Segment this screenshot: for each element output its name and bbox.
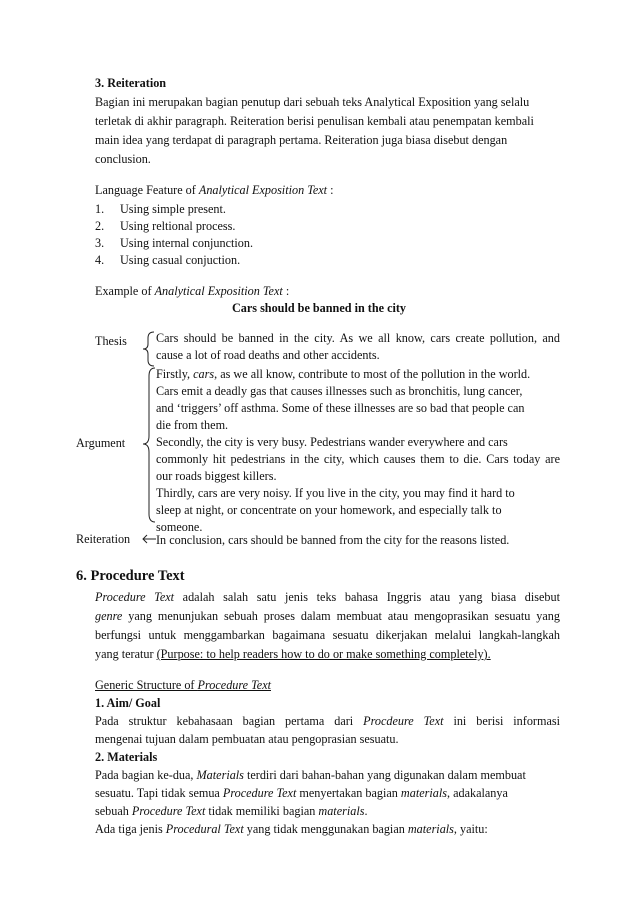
procedure-heading: 6. Procedure Text: [76, 568, 185, 584]
argument-line: and ‘triggers’ off asthma. Some of these illnesses are so bad that people can: [156, 401, 525, 415]
language-feature-heading: Language Feature of Analytical Exposition Text :: [95, 183, 334, 197]
procedure-intro-line: berfungsi untuk menggambarkan bagaimana sesuatu dikerjakan melalui langkah-langkah: [95, 628, 560, 642]
argument-line: our roads biggest killers.: [156, 469, 277, 483]
reiteration-label: Reiteration: [76, 532, 131, 546]
aim-line: mengenai tujuan dalam pembuatan atau pengoprasian sesuatu.: [95, 732, 399, 746]
thesis-line: Cars should be banned in the city. As we all know, cars create pollution, and: [156, 331, 560, 345]
feature-item: 1. Using simple present.: [95, 202, 226, 216]
argument-line: sleep at night, or concentrate on your homework, and especially talk to: [156, 503, 502, 517]
reiteration-line: In conclusion, cars should be banned from the city for the reasons listed.: [156, 533, 510, 547]
example-title: Cars should be banned in the city: [231, 301, 407, 315]
thesis-line: cause a lot of road deaths and other accidents.: [156, 348, 380, 362]
argument-label: Argument: [76, 436, 126, 450]
argument-line: Cars emit a deadly gas that causes illnesses such as bronchitis, lung cancer,: [156, 384, 523, 398]
argument-line: commonly hit pedestrians in the city, which causes them to die. Cars today are: [156, 452, 560, 466]
materials-line: Ada tiga jenis Procedural Text yang tidak menggunakan bagian materials, yaitu:: [95, 822, 488, 836]
materials-line: Pada bagian ke-dua, Materials terdiri dari bahan-bahan yang digunakan dalam membuat: [95, 768, 526, 782]
argument-line: Thirdly, cars are very noisy. If you live in the city, you may find it hard to: [156, 486, 515, 500]
materials-line: sesuatu. Tapi tidak semua Procedure Text menyertakan bagian materials, adakalanya: [95, 786, 508, 800]
materials-line: sebuah Procedure Text tidak memiliki bagian materials.: [95, 804, 368, 818]
argument-line: Firstly, cars, as we all know, contribute to most of the pollution in the world.: [156, 367, 531, 381]
reiteration-text-line: Bagian ini merupakan bagian penutup dari sebuah teks Analytical Exposition yang selalu: [95, 95, 530, 109]
procedure-intro-line: Procedure Text adalah salah satu jenis teks bahasa Inggris atau yang biasa disebut: [95, 590, 560, 604]
reiteration-heading: 3. Reiteration: [95, 76, 167, 90]
procedure-intro-line: yang teratur (Purpose: to help readers how to do or make something completely).: [95, 647, 491, 661]
example-heading: Example of Analytical Exposition Text :: [95, 284, 290, 298]
materials-heading: 2. Materials: [95, 750, 158, 764]
reiteration-text-line: terletak di akhir paragraph. Reiteration berisi penulisan kembali atau penempatan kembali: [95, 114, 534, 128]
argument-line: Secondly, the city is very busy. Pedestrians wander everywhere and cars: [156, 435, 508, 449]
argument-line: someone.: [156, 520, 203, 534]
aim-heading: 1. Aim/ Goal: [95, 696, 161, 710]
generic-structure-heading: Generic Structure of Procedure Text: [95, 678, 271, 692]
argument-line: die from them.: [156, 418, 229, 432]
aim-line: Pada struktur kebahasaan bagian pertama dari Procdeure Text ini berisi informasi: [95, 714, 560, 728]
feature-item: 4. Using casual conjuction.: [95, 253, 241, 267]
thesis-label: Thesis: [95, 334, 127, 348]
procedure-intro-line: genre yang menunjukan sebuah proses dalam membuat atau mengoprasikan sesuatu yang: [95, 609, 560, 623]
feature-item: 2. Using reltional process.: [95, 219, 236, 233]
feature-item: 3. Using internal conjunction.: [95, 236, 254, 250]
reiteration-text-line: main idea yang terdapat di paragraph pertama. Reiteration juga biasa disebut dengan: [95, 133, 508, 147]
reiteration-text-line: conclusion.: [95, 152, 151, 166]
